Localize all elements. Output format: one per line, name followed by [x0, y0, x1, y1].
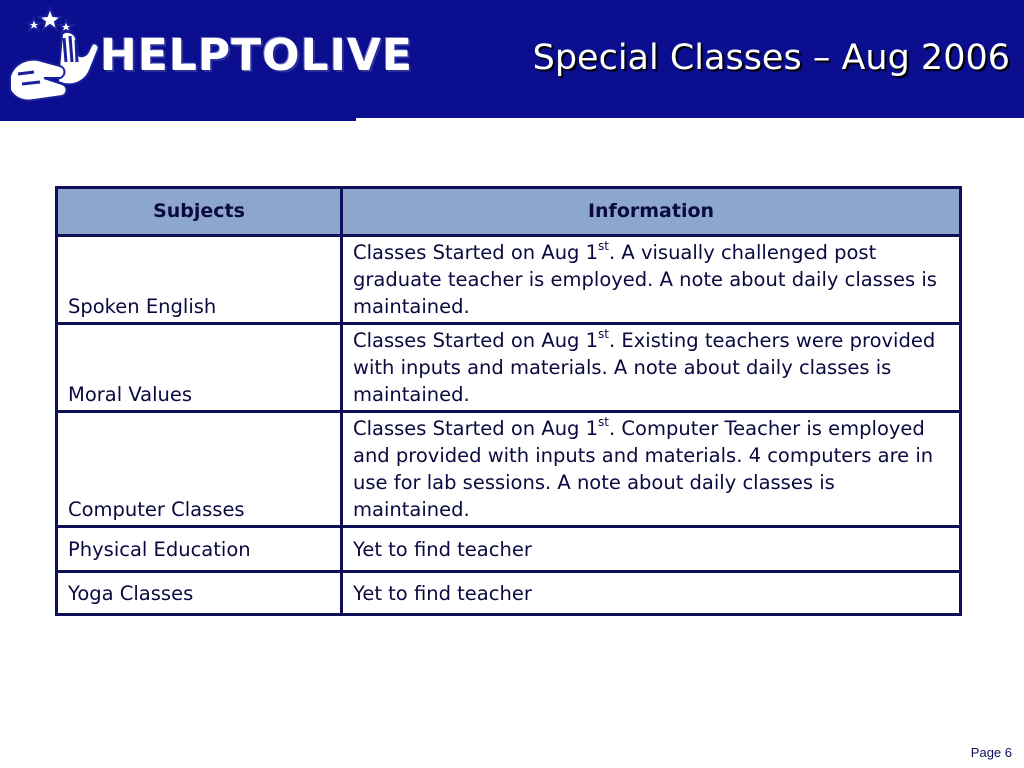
subject-cell: Yoga Classes: [57, 572, 342, 615]
table-row: [57, 572, 961, 615]
header-underline: [0, 118, 356, 121]
information-cell: [342, 236, 961, 324]
subject-cell: Moral Values: [57, 324, 342, 412]
info-text-start: Classes Started on Aug 1: [353, 329, 599, 352]
slide-title: Special Classes – Aug 2006: [532, 38, 1010, 78]
info-text-rest: . Existing teachers were provided with inputs and materials. A note about daily classes is maintained.: [353, 329, 936, 406]
info-text-start: Classes Started on Aug 1: [353, 417, 599, 440]
column-header-subjects: Subjects: [57, 188, 342, 236]
column-header-information: Information: [342, 188, 961, 236]
table-row: [57, 412, 961, 527]
info-text-start: Classes Started on Aug 1: [353, 241, 599, 264]
helptolive-logo: [4, 4, 414, 116]
subject-cell: Computer Classes: [57, 412, 342, 527]
table-row: [57, 527, 961, 572]
information-cell: Yet to find teacher: [342, 527, 961, 572]
table-header-row: [57, 188, 961, 236]
ordinal-suffix: st: [598, 414, 610, 429]
subject-cell: Spoken English: [57, 236, 342, 324]
hands-and-stars-icon: [4, 4, 104, 116]
page-number: Page 6: [970, 745, 1012, 760]
information-cell: [342, 412, 961, 527]
information-cell: Yet to find teacher: [342, 572, 961, 615]
information-cell: [342, 324, 961, 412]
table-row: [57, 324, 961, 412]
logo-wordmark: HELPTOLIVE: [100, 30, 414, 81]
special-classes-table: [55, 186, 962, 616]
info-text-rest: . Computer Teacher is employed and provided with inputs and materials. 4 computers are in use for lab sessions. A note about daily classes is maintained.: [353, 417, 934, 521]
ordinal-suffix: st: [598, 238, 610, 253]
ordinal-suffix: st: [598, 326, 610, 341]
subject-cell: Physical Education: [57, 527, 342, 572]
info-text-rest: . A visually challenged post graduate teacher is employed. A note about daily classes is maintained.: [353, 241, 937, 318]
table-row: [57, 236, 961, 324]
